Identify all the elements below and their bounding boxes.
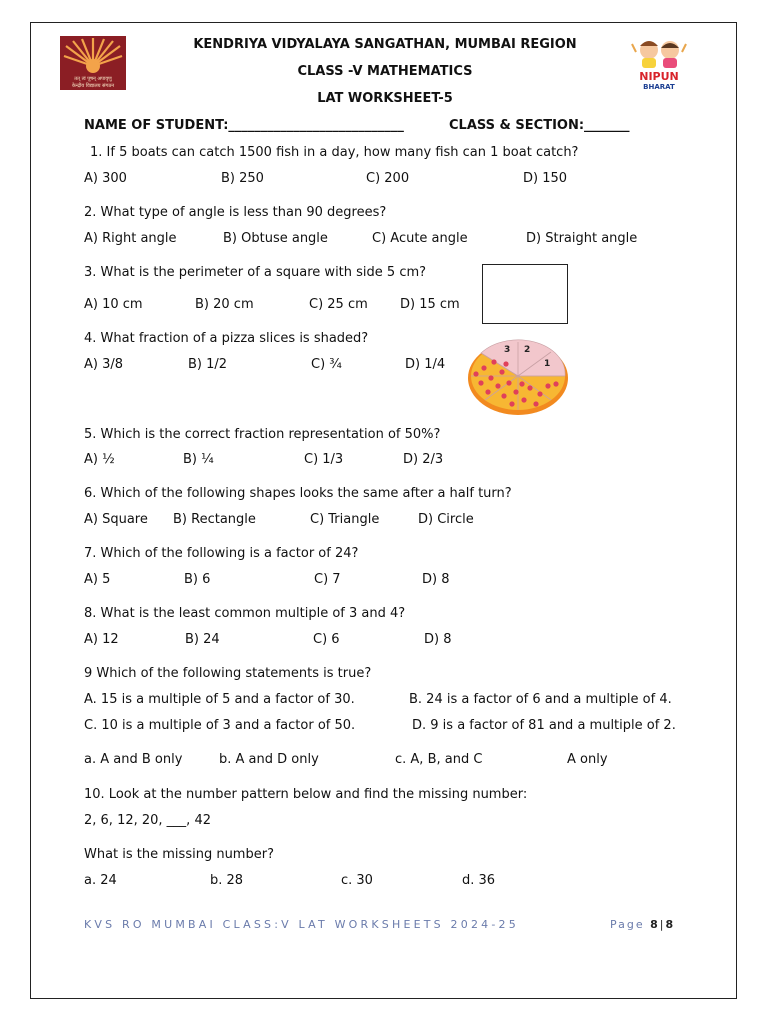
- nipun-bharat-logo: [630, 36, 688, 92]
- question-8: 8. What is the least common multiple of 3 and 4?: [84, 606, 406, 621]
- q5-option-d[interactable]: D) 2/3: [403, 452, 444, 467]
- q7-option-d[interactable]: D) 8: [422, 572, 450, 587]
- q4-option-d[interactable]: D) 1/4: [405, 357, 446, 372]
- question-6: 6. Which of the following shapes looks the same after a half turn?: [84, 486, 512, 501]
- question-7: 7. Which of the following is a factor of 24?: [84, 546, 359, 561]
- footer-page-label: Page: [610, 918, 645, 931]
- header-region: KENDRIYA VIDYALAYA SANGATHAN, MUMBAI REGION: [193, 37, 577, 52]
- q9-option-c[interactable]: c. A, B, and C: [395, 752, 483, 767]
- pizza-label-3: 3: [504, 345, 511, 355]
- q9-option-d[interactable]: A only: [567, 752, 608, 767]
- q1-option-c[interactable]: C) 200: [366, 171, 410, 186]
- q9-statement-a: A. 15 is a multiple of 5 and a factor of 30.: [84, 692, 355, 707]
- svg-text:NIPUN: NIPUN: [639, 70, 679, 83]
- q3-option-c[interactable]: C) 25 cm: [309, 297, 368, 312]
- pizza-label-1: 1: [544, 359, 551, 369]
- svg-text:केन्द्रीय विद्यालय संगठन: केन्द्रीय विद्यालय संगठन: [71, 83, 115, 89]
- q3-option-a[interactable]: A) 10 cm: [84, 297, 143, 312]
- footer-page-current: 8: [650, 918, 660, 931]
- q9-option-b[interactable]: b. A and D only: [219, 752, 319, 767]
- q4-option-a[interactable]: A) 3/8: [84, 357, 124, 372]
- question-5: 5. Which is the correct fraction representation of 50%?: [84, 427, 441, 442]
- q5-option-c[interactable]: C) 1/3: [304, 452, 344, 467]
- question-2: 2. What type of angle is less than 90 degrees?: [84, 205, 387, 220]
- q10-option-a[interactable]: a. 24: [84, 873, 117, 888]
- q8-option-b[interactable]: B) 24: [185, 632, 220, 647]
- pizza-figure: [464, 328, 572, 420]
- q10-option-b[interactable]: b. 28: [210, 873, 244, 888]
- q1-option-a[interactable]: A) 300: [84, 171, 127, 186]
- header-worksheet: LAT WORKSHEET-5: [317, 91, 453, 106]
- q6-option-b[interactable]: B) Rectangle: [173, 512, 256, 527]
- q5-option-b[interactable]: B) ¼: [183, 452, 214, 467]
- q5-option-a[interactable]: A) ½: [84, 452, 115, 467]
- square-figure: [482, 264, 568, 324]
- q9-option-a[interactable]: a. A and B only: [84, 752, 183, 767]
- q3-option-d[interactable]: D) 15 cm: [400, 297, 460, 312]
- q10-pattern: 2, 6, 12, 20, ___, 42: [84, 813, 211, 828]
- q3-option-b[interactable]: B) 20 cm: [195, 297, 254, 312]
- svg-text:BHARAT: BHARAT: [643, 83, 675, 91]
- question-3: 3. What is the perimeter of a square with side 5 cm?: [84, 265, 427, 280]
- question-10: 10. Look at the number pattern below and find the missing number:: [84, 787, 528, 802]
- q8-option-d[interactable]: D) 8: [424, 632, 452, 647]
- footer-page-total: 8: [665, 918, 676, 931]
- q4-option-c[interactable]: C) ¾: [311, 357, 342, 372]
- kvs-logo: [60, 36, 126, 90]
- q4-option-b[interactable]: B) 1/2: [188, 357, 228, 372]
- q2-option-c[interactable]: C) Acute angle: [372, 231, 468, 246]
- q10-subtext: What is the missing number?: [84, 847, 274, 862]
- q2-option-a[interactable]: A) Right angle: [84, 231, 177, 246]
- question-1: 1. If 5 boats can catch 1500 fish in a day, how many fish can 1 boat catch?: [90, 145, 579, 160]
- footer-text: KVS RO MUMBAI CLASS:V LAT WORKSHEETS 2024-25: [84, 918, 519, 931]
- q7-option-c[interactable]: C) 7: [314, 572, 341, 587]
- q9-statement-b: B. 24 is a factor of 6 and a multiple of 4.: [409, 692, 672, 707]
- q2-option-d[interactable]: D) Straight angle: [526, 231, 638, 246]
- q6-option-a[interactable]: A) Square: [84, 512, 148, 527]
- q6-option-d[interactable]: D) Circle: [418, 512, 474, 527]
- pizza-label-2: 2: [524, 345, 531, 355]
- q9-statement-d: D. 9 is a factor of 81 and a multiple of 2.: [412, 718, 676, 733]
- question-9: 9 Which of the following statements is true?: [84, 666, 372, 681]
- svg-text:तत् त्वं पूषन् अपावृणु: तत् त्वं पूषन् अपावृणु: [74, 76, 112, 82]
- q10-option-d[interactable]: d. 36: [462, 873, 496, 888]
- question-4: 4. What fraction of a pizza slices is shaded?: [84, 331, 369, 346]
- q6-option-c[interactable]: C) Triangle: [310, 512, 380, 527]
- q10-option-c[interactable]: c. 30: [341, 873, 373, 888]
- q7-option-a[interactable]: A) 5: [84, 572, 111, 587]
- q8-option-a[interactable]: A) 12: [84, 632, 119, 647]
- q7-option-b[interactable]: B) 6: [184, 572, 211, 587]
- header-class: CLASS -V MATHEMATICS: [297, 64, 473, 79]
- class-section-field[interactable]: CLASS & SECTION:_______: [449, 118, 630, 133]
- student-name-field[interactable]: NAME OF STUDENT:___________________________: [84, 118, 404, 133]
- q2-option-b[interactable]: B) Obtuse angle: [223, 231, 328, 246]
- q1-option-d[interactable]: D) 150: [523, 171, 568, 186]
- q9-statement-c: C. 10 is a multiple of 3 and a factor of 50.: [84, 718, 356, 733]
- q8-option-c[interactable]: C) 6: [313, 632, 340, 647]
- q1-option-b[interactable]: B) 250: [221, 171, 264, 186]
- footer-page-number: Page 8|8: [610, 918, 676, 931]
